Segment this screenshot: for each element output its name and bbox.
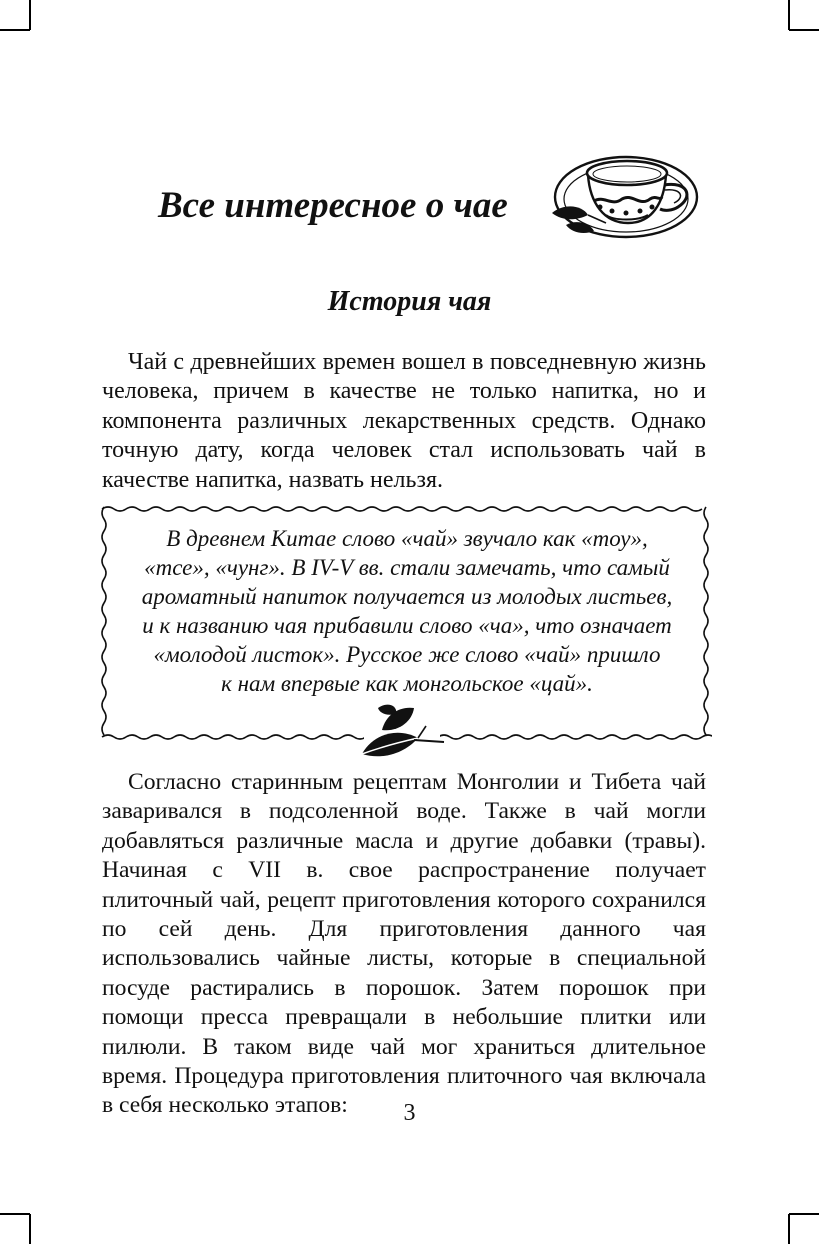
note-line: и к названию чая прибавили слово «ча», что означает: [142, 613, 672, 638]
section-title: История чая: [327, 286, 492, 317]
crop-mark-top-left-h: [0, 29, 30, 31]
tea-leaf-icon: [356, 702, 448, 760]
intro-paragraph: Чай с древнейших времен вошел в повседневную жизнь человека, причем в качестве не только напитка, но и компонента различных лекарственных средств. Однако точную дату, когда человек стал использовать чай в качестве напитка, назвать нельзя.: [102, 349, 706, 493]
note-line: «тсе», «чунг». В IV-V вв. стали замечать, что самый: [144, 555, 670, 580]
note-line: «молодой листок». Русское же слово «чай» пришло: [153, 642, 661, 667]
crop-mark-bottom-left-v: [29, 1214, 31, 1244]
note-line: к нам впервые как монгольское «цай».: [221, 671, 593, 696]
crop-mark-top-right-v: [788, 0, 790, 30]
crop-mark-top-right-h: [789, 29, 819, 31]
crop-mark-bottom-left-h: [0, 1213, 30, 1215]
teacup-icon: [548, 145, 700, 245]
crop-mark-bottom-right-h: [789, 1213, 819, 1215]
chapter-title: Все интересное о чае: [158, 185, 508, 226]
main-paragraph: Согласно старинным рецептам Монголии и Тибета чай заваривался в подсоленной воде. Также в чай могли добавляться различные масла и другие добавки (травы). Начиная с VII в. свое распространение получает плиточный чай, рецепт приготовления которого сохранился по сей день. Для приготовления данного чая использовались чайные листы, которые в специальной посуде растирались в порошок. Затем порошок при помощи пресса превращали в небольшие плитки или пилюли. В таком виде чай мог храниться длительное время. Процедура приготовления плиточного чая включала в себя несколько этапов:: [102, 769, 706, 1119]
crop-mark-bottom-right-v: [788, 1214, 790, 1244]
note-text: [112, 524, 702, 698]
note-line: В древнем Китае слово «чай» звучало как «тоу»,: [166, 526, 648, 551]
page-number: 3: [403, 1100, 416, 1126]
crop-mark-top-left-v: [29, 0, 31, 30]
note-line: ароматный напиток получается из молодых листьев,: [141, 584, 673, 609]
